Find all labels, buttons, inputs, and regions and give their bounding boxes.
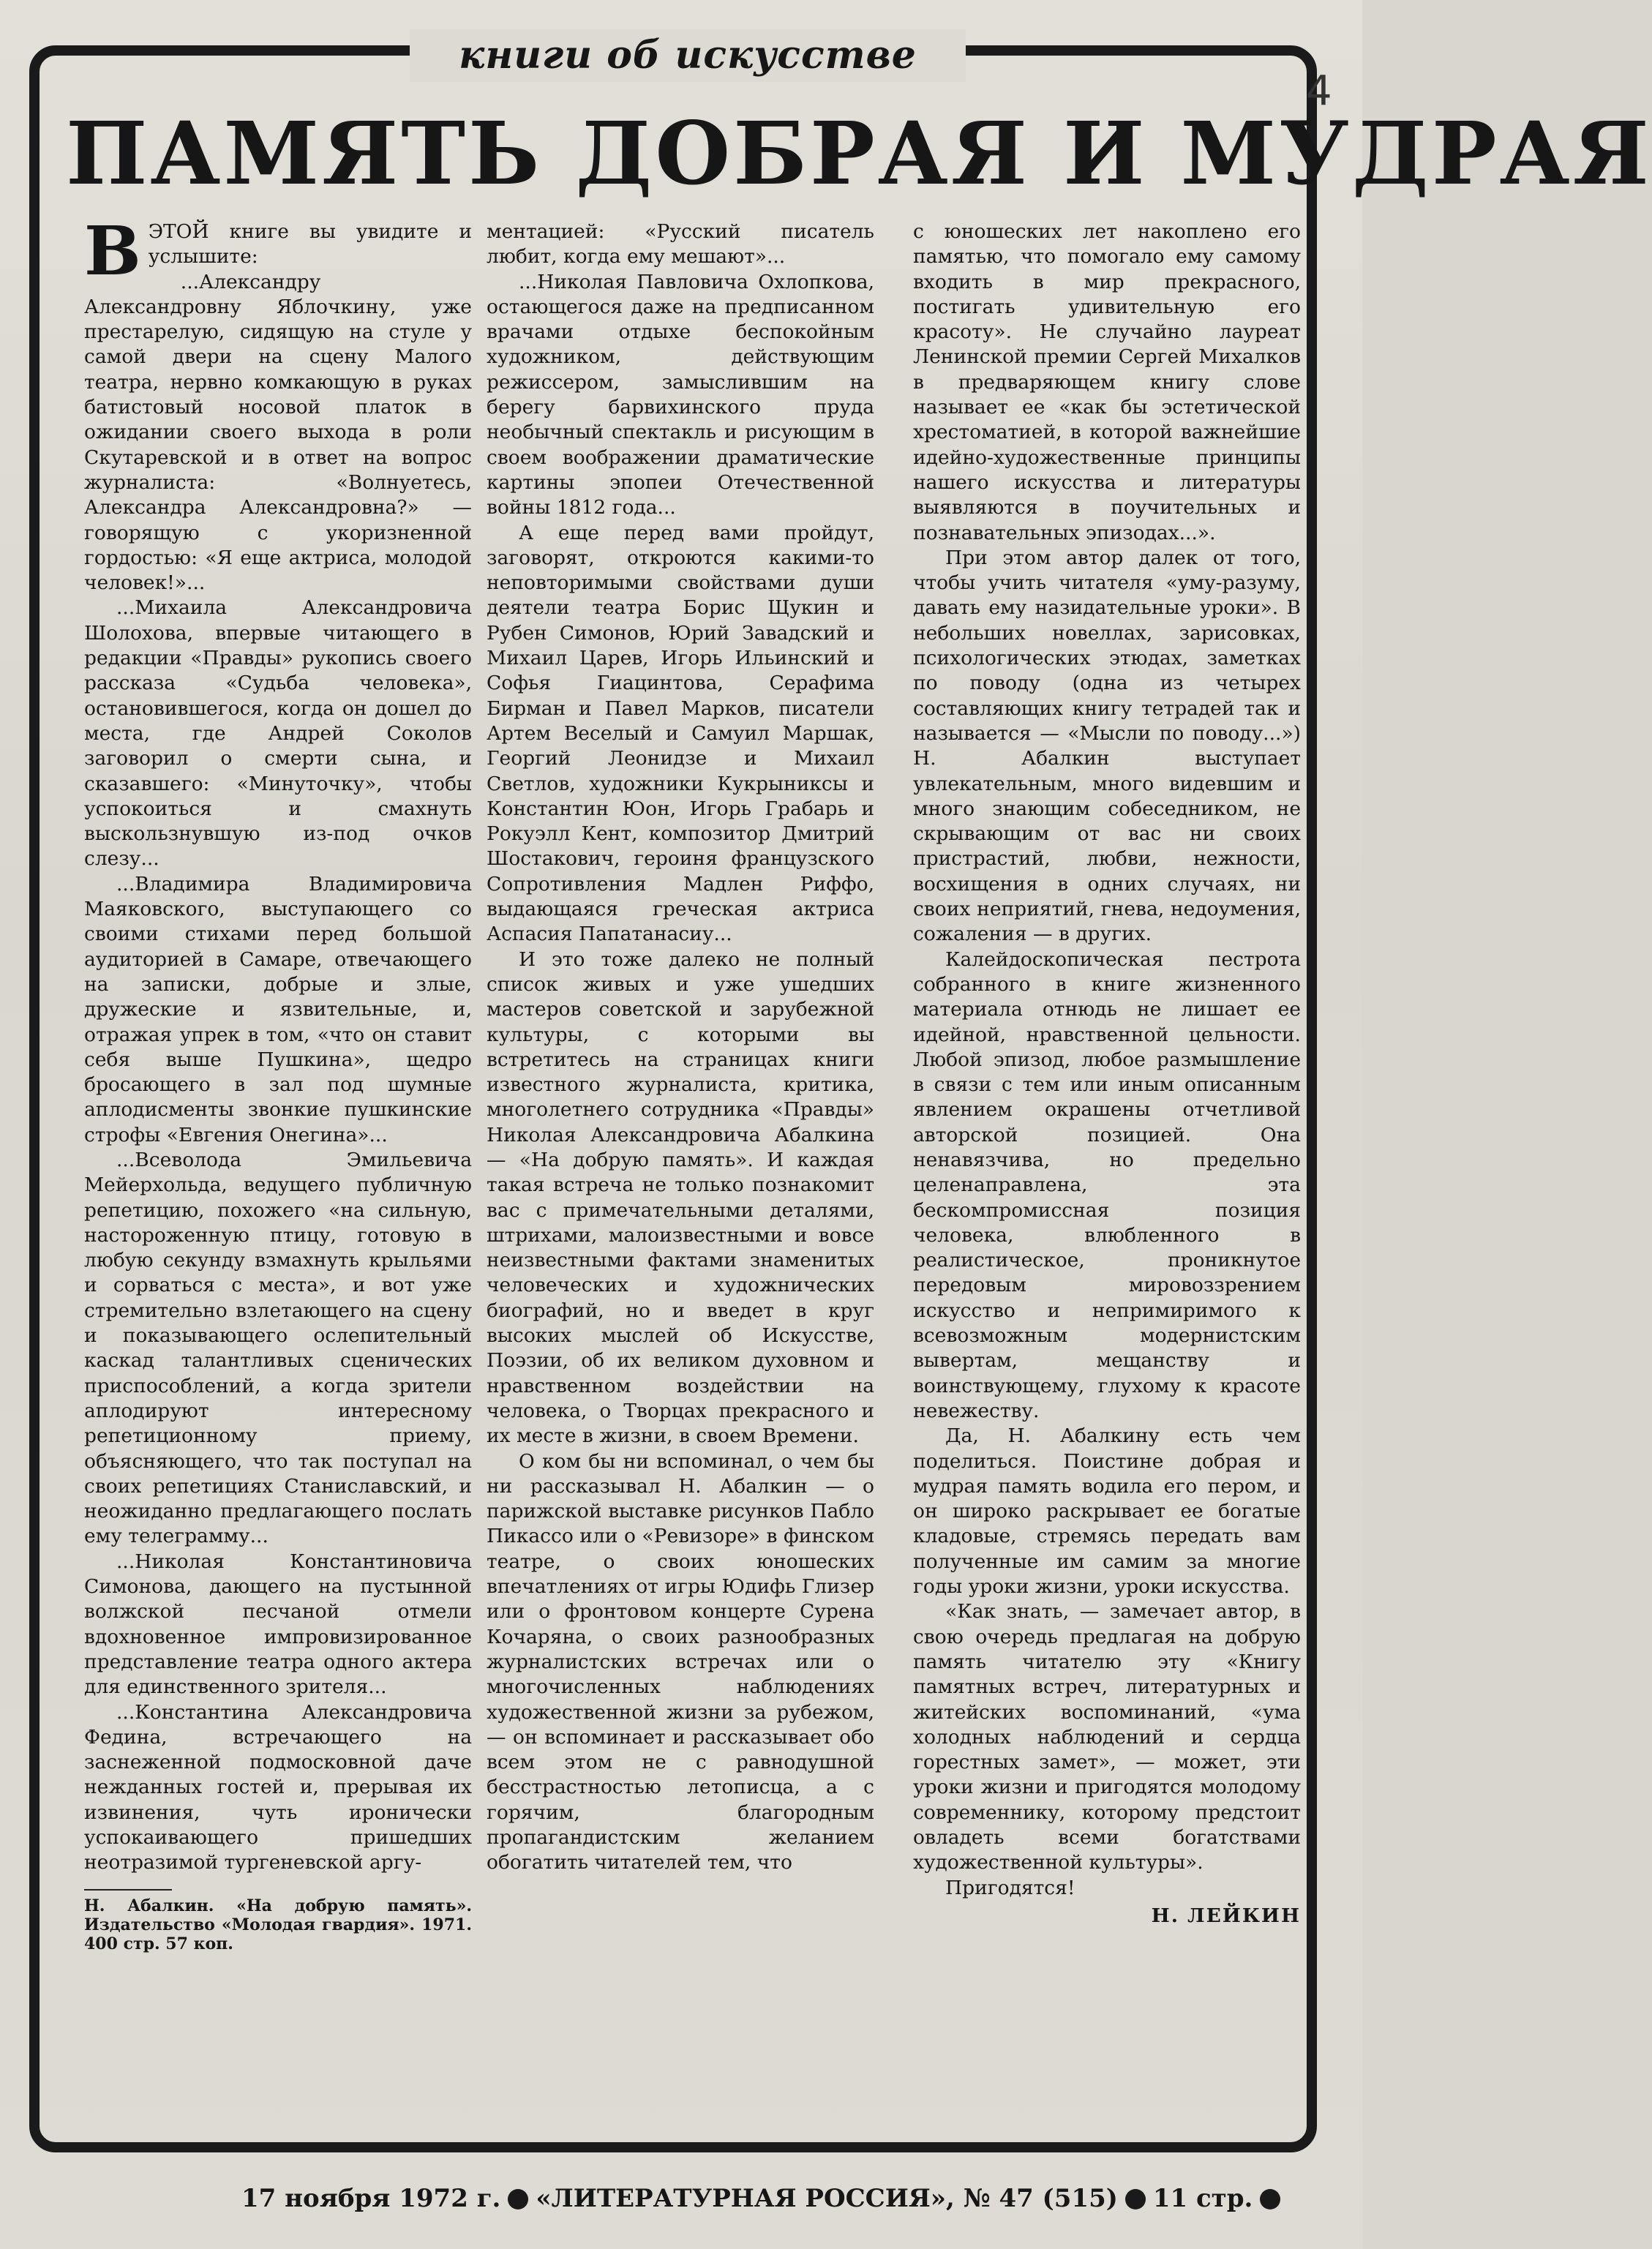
margin-mark: 4 <box>1306 67 1332 115</box>
paragraph: ...Михаила Александровича Шолохова, впервые читающего в редакции «Правды» рукопись своего рассказа «Судьба человека», остановившегося, когда он дошел до места, где Андрей Соколов заговорил о смерти сына, и сказавшего: «Минуточку», чтобы успокоиться и смахнуть выскользнувшую из-под очков слезу... <box>84 596 472 871</box>
newspaper-title: «ЛИТЕРАТУРНАЯ РОССИЯ», № 47 (515) <box>536 2184 1118 2213</box>
page-number: 11 стр. <box>1152 2184 1253 2213</box>
issue-date: 17 ноября 1972 г. <box>241 2184 501 2213</box>
bullet-icon <box>1125 2189 1146 2209</box>
paragraph: ментацией: «Русский писатель любит, когда ему мешают»... <box>487 220 874 269</box>
section-rubric: книги об искусстве <box>410 29 966 82</box>
page-footer <box>241 2184 1339 2213</box>
column-2 <box>487 219 874 1876</box>
footnote-rule <box>84 1889 172 1891</box>
column-1 <box>84 211 472 1953</box>
article-headline: ПАМЯТЬ ДОБРАЯ И МУДРАЯ <box>66 102 1652 204</box>
column-3 <box>913 219 1301 1929</box>
paragraph: Пригодятся! <box>945 1876 1075 1899</box>
drop-cap: В <box>84 211 141 290</box>
paragraph: ...Константина Александровича Федина, встречающего на заснеженной подмосковной даче нежданных гостей и, прерывая их извинения, чуть иронически успокаивающего пришедших неотразимой тургеневской аргу- <box>84 1700 472 1874</box>
bullet-icon <box>1260 2189 1280 2209</box>
paragraph: «Как знать, — замечает автор, в свою очередь предлагая на добрую память читателю эту «Книгу памятных встреч, литературных и житейских воспоминаний, «ума холодных наблюдений и сердца горестных замет», — может, эти уроки жизни и пригодятся молодому современнику, которому предстоит овладеть всеми богатствами художественной культуры». <box>913 1600 1301 1874</box>
paragraph: ВЭТОЙ книге вы увидите и услышите: <box>84 211 472 290</box>
paragraph: с юношеских лет накоплено его памятью, что помогало ему самому входить в мир прекрасного, постигать удивительную его красоту». Не случайно лауреат Ленинской премии Сергей Михалков в предваряющем книгу слове называет ее «как бы эстетической хрестоматией, в которой важнейшие идейно-художественные принципы нашего искусства и литературы выявляются в поучительных и познавательных эпизодах...». <box>913 220 1301 544</box>
paragraph: Калейдоскопическая пестрота собранного в книге жизненного материала отнюдь не лишает ее идейной, нравственной цельности. Любой эпизод, любое размышление в связи с тем или иным описанным явлением окрашены отчетливой авторской позицией. Она ненавязчива, но предельно целенаправлена, эта бескомпромиссная позиция человека, влюбленного в реалистическое, проникнутое передовым мировоззрением искусство и непримиримого к всевозможным модернистским вывертам, мещанству и воинствующему, глухому к красоте невежеству. <box>913 947 1301 1422</box>
author-signature: Н. ЛЕЙКИН <box>1151 1904 1301 1927</box>
footnote: Н. Абалкин. «На добрую память». Издательство «Молодая гвардия». 1971. 400 стр. 57 коп. <box>84 1896 472 1953</box>
paragraph: ...Александру Александровну Яблочкину, уже престарелую, сидящую на стуле у самой двери на сцену Малого театра, нервно комкающую в руках батистовый носовой платок в ожидании своего выхода в роли Скутаревской и в ответ на вопрос журналиста: «Волнуетесь, Александра Александровна?» — говорящую с укоризненной гордостью: «Я еще актриса, молодой человек!»... <box>84 270 472 595</box>
paragraph: А еще перед вами пройдут, заговорят, откроются какими-то неповторимыми свойствами души деятели театра Борис Щукин и Рубен Симонов, Юрий Завадский и Михаил Царев, Игорь Ильинский и Софья Гиацинтова, Серафима Бирман и Павел Марков, писатели Артем Веселый и Самуил Маршак, Георгий Леонидзе и Михаил Светлов, художники Кукрыниксы и Константин Юон, Игорь Грабарь и Рокуэлл Кент, композитор Дмитрий Шостакович, героиня французского Сопротивления Мадлен Риффо, выдающаяся греческая актриса Аспасия Папатанасиу... <box>487 521 874 946</box>
paragraph: При этом автор далек от того, чтобы учить читателя «уму-разуму, давать ему назидательные уроки». В небольших новеллах, зарисовках, психологических этюдах, заметках по поводу (одна из четырех составляющих книгу тетрадей так и называется — «Мысли по поводу...») Н. Абалкин выступает увлекательным, много видевшим и много знающим собеседником, не скрывающим от вас ни своих пристрастий, любви, нежности, восхищения в одних случаях, ни своих неприятий, гнева, недоумения, сожаления — в других. <box>913 546 1301 946</box>
bullet-icon <box>508 2189 528 2209</box>
paragraph: ...Николая Константиновича Симонова, дающего на пустынной волжской песчаной отмели вдохновенное импровизированное представление театра одного актера для единственного зрителя... <box>84 1550 472 1699</box>
paragraph: ...Всеволода Эмильевича Мейерхольда, ведущего публичную репетицию, похожего «на сильную, настороженную птицу, готовую в любую секунду взмахнуть крыльями и сорваться с места», и вот уже стремительно взлетающего на сцену и показывающего ослепительный каскад талантливых сценических приспособлений, а когда зрители аплодируют интересному репетиционному приему, объясняющего, что так поступал на своих репетициях Станиславский, и неожиданно предлагающего послать ему телеграмму... <box>84 1148 472 1548</box>
paragraph: Да, Н. Абалкину есть чем поделиться. Поистине добрая и мудрая память водила его пером, и он широко раскрывает ее богатые кладовые, стремясь передать вам полученные им самим за многие годы уроки жизни, уроки искусства. <box>913 1424 1301 1599</box>
paragraph: И это тоже далеко не полный список живых и уже ушедших мастеров советской и зарубежной культуры, с которыми вы встретитесь на страницах книги известного журналиста, критика, многолетнего сотрудника «Правды» Николая Александровича Абалкина — «На добрую память». И каждая такая встреча не только познакомит вас с примечательными деталями, штрихами, малоизвестными и вовсе неизвестными фактами знаменитых человеческих и художнических биографий, но и введет в круг высоких мыслей об Искусстве, Поэзии, об их великом духовном и нравственном воздействии на человека, о Творцах прекрасного и их месте в жизни, в своем Времени. <box>487 947 874 1448</box>
paragraph: О ком бы ни вспоминал, о чем бы ни рассказывал Н. Абалкин — о парижской выставке рисунков Пабло Пикассо или о «Ревизоре» в финском театре, о своих юношеских впечатлениях от игры Юдифь Глизер или о фронтовом концерте Сурена Кочаряна, о своих разнообразных журналистских встречах или о многочисленных наблюдениях художественной жизни за рубежом,— он вспоминает и рассказывает обо всем этом не с равнодушной бесстрастностью летописца, а с горячим, благородным пропагандистским желанием обогатить читателей тем, что <box>487 1449 874 1874</box>
paragraph: ...Владимира Владимировича Маяковского, выступающего со своими стихами перед большой аудиторией в Самаре, отвечающего на записки, добрые и злые, дружеские и язвительные, и, отражая упрек в том, «что он ставит себя выше Пушкина», щедро бросающего в зал под шумные аплодисменты звонкие пушкинские строфы «Евгения Онегина»... <box>84 872 472 1146</box>
paragraph: ...Николая Павловича Охлопкова, остающегося даже на предписанном врачами отдыхе беспокойным художником, действующим режиссером, замыслившим на берегу барвихинского пруда необычный спектакль и рисующим в своем воображении драматические картины эпопеи Отечественной войны 1812 года... <box>487 270 874 519</box>
